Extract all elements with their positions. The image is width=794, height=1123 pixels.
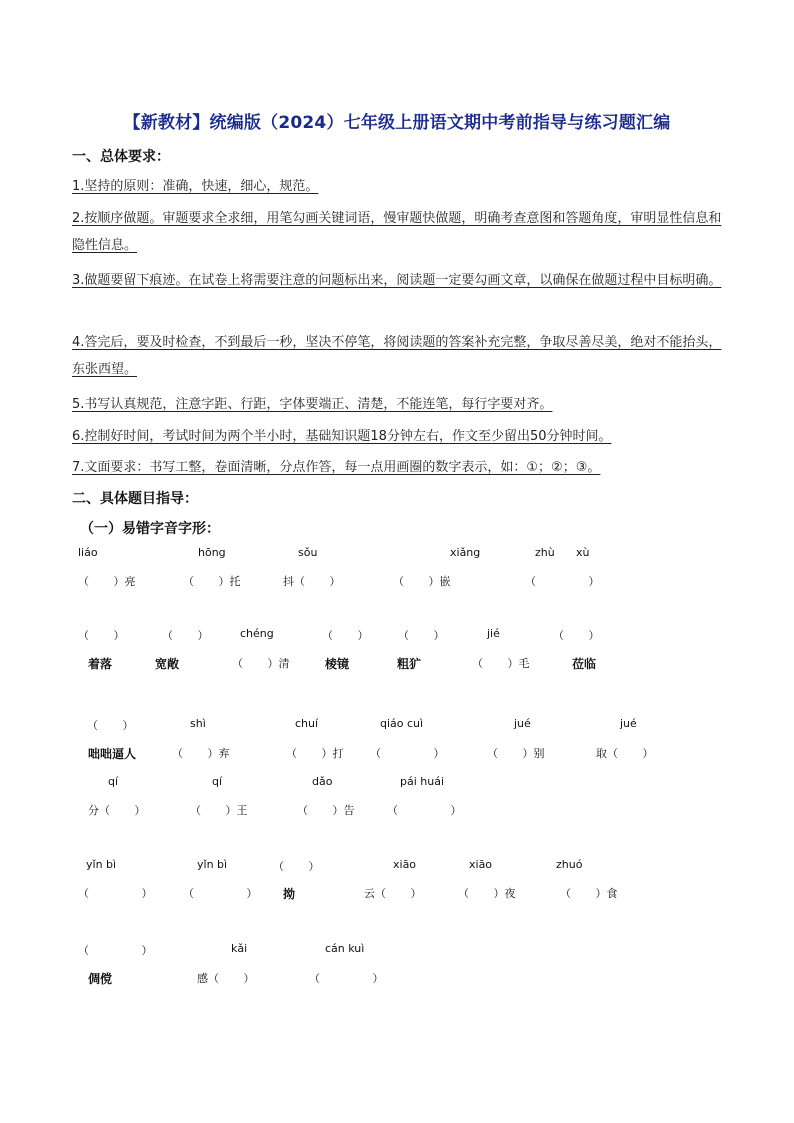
exercise-line-9-item-0: （ ） [78, 887, 153, 900]
exercise-line-1-item-2: 抖（ ） [283, 575, 341, 588]
exercise-line-4-item-3: qiáo cuì [380, 717, 424, 730]
exercise-line-4-item-5: jué [620, 717, 637, 730]
requirement-item: 4.答完后，要及时检查，不到最后一秒，坚决不停笔，将阅读题的答案补充完整，争取尽善尽美，绝对不能抬头，东张西望。 [72, 335, 722, 377]
exercise-line-2-item-0: （ ） [78, 629, 125, 642]
exercise-line-8-item-0: yǐn bì [86, 858, 117, 871]
exercise-line-5-item-3: （ ） [370, 747, 445, 760]
exercise-line-8-item-5: zhuó [556, 858, 583, 871]
exercise-line-3-item-1: 宽敞 [155, 657, 180, 671]
exercise-line-11-item-2: （ ） [309, 972, 384, 985]
exercise-line-6-item-2: dǎo [312, 775, 333, 788]
exercise-line-5-item-0: 咄咄逼人 [88, 747, 137, 761]
exercise-line-2-item-4: （ ） [398, 629, 445, 642]
exercise-line-3-item-3: 棱镜 [325, 657, 350, 671]
exercise-line-7-item-2: （ ）告 [297, 804, 355, 817]
requirement-item: 5.书写认真规范，注意字距、行距，字体要端正、清楚，不能连笔，每行字要对齐。 [72, 397, 553, 412]
exercise-line-8-item-3: xiāo [393, 858, 417, 871]
exercise-line-0-item-3: xiǎng [450, 546, 481, 559]
exercise-line-3-item-4: 粗犷 [397, 657, 422, 671]
requirement-item: 6.控制好时间，考试时间为两个半小时，基础知识题18分钟左右，作文至少留出50分钟时间。 [72, 429, 612, 444]
exercise-line-5-item-5: 取（ ） [596, 747, 654, 760]
exercise-line-3-item-0: 着落 [88, 657, 113, 671]
exercise-line-2-item-6: （ ） [553, 629, 600, 642]
exercise-line-3-item-5: （ ）毛 [472, 657, 530, 670]
exercise-line-10-item-2: cán kuì [325, 942, 365, 955]
requirement-item: 3.做题要留下痕迹。在试卷上将需要注意的问题标出来，阅读题一定要勾画文章，以确保在做题过程中目标明确。 [72, 273, 722, 288]
exercise-line-6-item-3: pái huái [400, 775, 445, 788]
exercise-line-1-item-3: （ ）嵌 [393, 575, 451, 588]
exercise-line-4-item-0: （ ） [87, 719, 134, 732]
exercise-line-0-item-5: xù [576, 546, 590, 559]
exercise-line-1-item-4: （ ） [525, 575, 600, 588]
section-heading-specific-guidance: 二、具体题目指导： [72, 491, 198, 507]
exercise-line-7-item-1: （ ）王 [190, 804, 248, 817]
exercise-line-1-item-0: （ ）亮 [78, 575, 136, 588]
exercise-line-4-item-1: shì [190, 717, 206, 730]
exercise-line-7-item-3: （ ） [387, 804, 462, 817]
exercise-line-0-item-1: hōng [198, 546, 226, 559]
exercise-line-11-item-0: 倜傥 [88, 972, 113, 986]
document-title: 【新教材】统编版（2024）七年级上册语文期中考前指导与练习题汇编 [123, 113, 671, 133]
exercise-line-9-item-3: 云（ ） [364, 887, 422, 900]
exercise-line-9-item-1: （ ） [183, 887, 258, 900]
exercise-line-8-item-1: yǐn bì [197, 858, 228, 871]
requirement-item: 1.坚持的原则：准确，快速，细心，规范。 [72, 179, 319, 194]
exercise-line-6-item-1: qí [212, 775, 223, 788]
exercise-line-0-item-4: zhù [535, 546, 555, 559]
exercise-line-4-item-2: chuí [295, 717, 319, 730]
exercise-line-3-item-2: （ ）清 [232, 657, 290, 670]
exercise-line-10-item-1: kǎi [231, 942, 248, 955]
exercise-line-0-item-2: sǒu [298, 546, 318, 559]
exercise-line-2-item-5: jié [487, 627, 500, 640]
exercise-line-9-item-5: （ ）食 [560, 887, 618, 900]
requirement-item: 7.文面要求：书写工整，卷面清晰，分点作答，每一点用画圈的数字表示，如：①；②；③。 [72, 460, 601, 475]
exercise-line-2-item-3: （ ） [322, 629, 369, 642]
exercise-line-11-item-1: 感（ ） [197, 972, 255, 985]
exercise-line-5-item-2: （ ）打 [286, 747, 344, 760]
exercise-line-2-item-1: （ ） [162, 629, 209, 642]
exercise-line-10-item-0: （ ） [78, 944, 153, 957]
exercise-line-9-item-2: 拗 [283, 887, 296, 901]
exercise-line-0-item-0: liáo [78, 546, 98, 559]
exercise-line-5-item-1: （ ）弃 [172, 747, 230, 760]
exercise-line-7-item-0: 分（ ） [88, 804, 146, 817]
exercise-line-2-item-2: chéng [240, 627, 274, 640]
requirement-item: 2.按顺序做题。审题要求全求细，用笔勾画关键词语，慢审题快做题，明确考查意图和答题角度，审明显性信息和隐性信息。 [72, 211, 722, 253]
exercise-line-6-item-0: qí [108, 775, 119, 788]
sub-heading-pronunciation-characters: （一）易错字音字形： [80, 521, 220, 537]
exercise-line-1-item-1: （ ）托 [183, 575, 241, 588]
exercise-line-3-item-6: 莅临 [572, 657, 597, 671]
exercise-line-9-item-4: （ ）夜 [458, 887, 516, 900]
exercise-line-8-item-2: （ ） [273, 860, 320, 873]
exercise-line-5-item-4: （ ）别 [487, 747, 545, 760]
exercise-line-4-item-4: jué [514, 717, 531, 730]
section-heading-general-requirements: 一、总体要求： [72, 149, 170, 165]
exercise-line-8-item-4: xiāo [469, 858, 493, 871]
